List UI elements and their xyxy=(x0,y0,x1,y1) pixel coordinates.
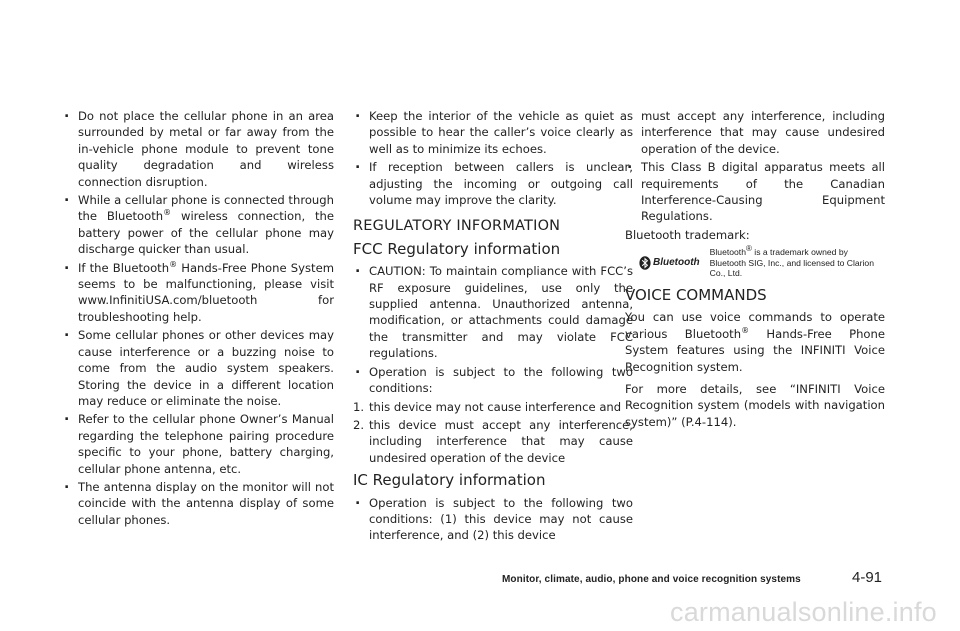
column-2 xyxy=(353,108,633,546)
voice-paragraph: You can use voice commands to operate various Bluetooth® Hands-Free Phone System features using the INFINITI Voice Recognition system. xyxy=(625,310,886,374)
registered-mark: ® xyxy=(163,208,172,218)
bullet-item: . If the Bluetooth® Hands-Free Phone System seems to be malfunctioning, please visit www.InfinitiUSA.com/bluetooth for troubleshooting help. xyxy=(62,260,334,326)
bullet-item: . Operation is subject to the following two conditions: (1) this device may not cause interference, and (2) this device xyxy=(353,495,633,544)
bullet-item: . The antenna display on the monitor will not coincide with the antenna display of some cellular phones. xyxy=(62,479,334,528)
trademark-note: Bluetooth® is a trademark owned by Bluetooth SIG, Inc., and licensed to Clarion Co., Ltd. xyxy=(709,244,874,279)
bluetooth-logo-icon: Bluetooth xyxy=(639,255,700,271)
column-3 xyxy=(625,108,885,436)
bullet-item: . Refer to the cellular phone Owner’s Manual regarding the telephone pairing procedure specific to your phone, battery charging, cellular phone antenna, etc. xyxy=(62,411,334,477)
heading-voice-commands: VOICE COMMANDS xyxy=(625,286,767,305)
bullet-item: . If reception between callers is unclear, adjusting the incoming or outgoing call volume may improve the clarity. xyxy=(353,159,633,208)
voice-paragraph: For more details, see “INFINITI Voice Recognition system (models with navigation system)” (P.4-114). xyxy=(625,382,885,429)
heading-ic: IC Regulatory information xyxy=(353,471,546,490)
heading-regulatory: REGULATORY INFORMATION xyxy=(353,218,561,235)
column-1 xyxy=(62,108,334,530)
bullet-item: . Do not place the cellular phone in an area surrounded by metal or far away from the in-vehicle phone module to prevent tone quality degradation and wireless connection disruption. xyxy=(62,108,334,190)
trademark-label: Bluetooth trademark: xyxy=(625,227,750,242)
bullet-item: . While a cellular phone is connected through the Bluetooth® wireless connection, the battery power of the cellular phone may discharge quicker than usual. xyxy=(62,192,334,258)
numbered-item: 1. this device may not cause interference and xyxy=(353,399,622,414)
bullet-item: . CAUTION: To maintain compliance with FCC’s RF exposure guidelines, use only the supplied antenna. Unauthorized antenna, modification, or attachments could damage the transmitter and may violate FCC regulations. xyxy=(353,263,633,361)
bullet-item: . This Class B digital apparatus meets all requirements of the Canadian Interference-Causing Equipment Regulations. xyxy=(625,159,885,225)
bullet-item: . Keep the interior of the vehicle as quiet as possible to hear the caller’s voice clearly as well as to minimize its echoes. xyxy=(353,108,633,157)
registered-mark: ® xyxy=(169,259,178,269)
footer-section-title: Monitor, climate, audio, phone and voice recognition systems xyxy=(502,574,801,585)
bullet-item: . Operation is subject to the following two conditions: xyxy=(353,364,633,397)
page-number: 4-91 xyxy=(852,569,883,586)
watermark: carmanualsonline.info xyxy=(670,597,937,627)
continuation-text: must accept any interference, including interference that may cause undesired operation of the device. xyxy=(641,109,885,156)
numbered-item: 2. this device must accept any interference, including interference that may cause undesired operation of the device xyxy=(353,417,633,465)
heading-fcc: FCC Regulatory information xyxy=(353,239,561,258)
trademark-block xyxy=(625,244,885,279)
bullet-item: . Some cellular phones or other devices may cause interference or a buzzing noise to come from the audio system speakers. Storing the device in a different location may reduce or eliminate the noise. xyxy=(62,327,334,409)
